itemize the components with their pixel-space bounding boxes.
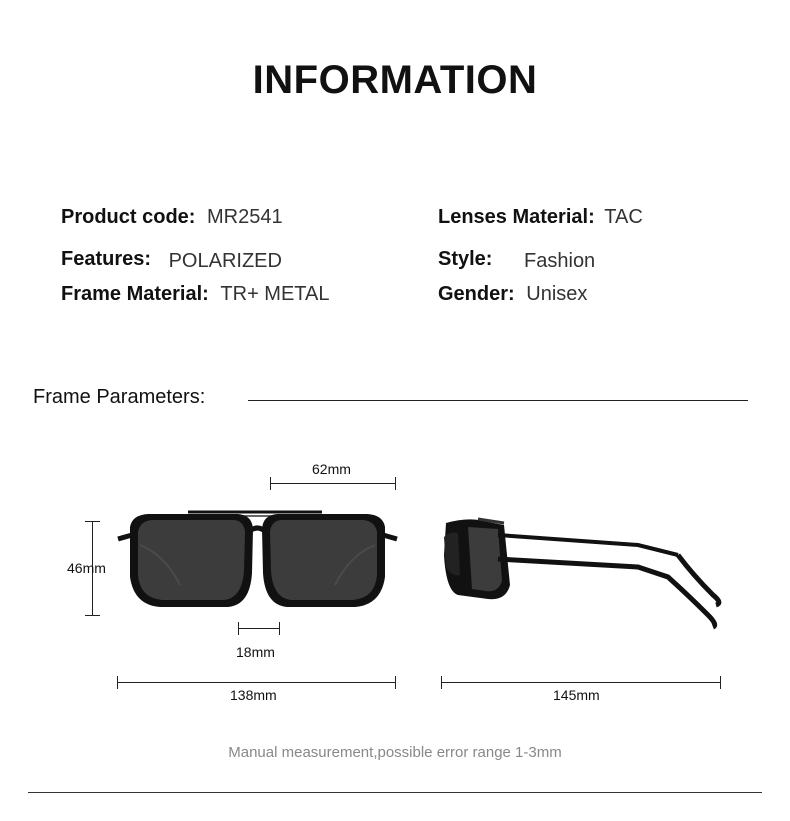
spec-gender bbox=[438, 283, 587, 306]
spec-label: Lenses Material: bbox=[438, 206, 595, 228]
spec-value: TAC bbox=[604, 206, 643, 228]
spec-value: TR+ METAL bbox=[220, 283, 330, 305]
lens-height-label: 46mm bbox=[67, 560, 106, 576]
frame-width-label: 138mm bbox=[230, 687, 277, 703]
frame-width-dimension-line bbox=[117, 682, 396, 683]
spec-label: Features: bbox=[61, 248, 152, 270]
spec-features bbox=[61, 248, 282, 271]
spec-label: Frame Material: bbox=[61, 283, 209, 305]
spec-label: Style: bbox=[438, 248, 493, 270]
divider bbox=[248, 400, 748, 401]
lens-width-dimension-line bbox=[270, 483, 396, 484]
spec-lenses-material bbox=[438, 206, 643, 229]
bottom-divider bbox=[28, 792, 762, 793]
bridge-width-label: 18mm bbox=[236, 644, 275, 660]
measurement-note: Manual measurement,possible error range 1-3mm bbox=[228, 744, 562, 761]
glasses-front-image bbox=[110, 505, 405, 615]
spec-label: Gender: bbox=[438, 283, 515, 305]
frame-parameters-label: Frame Parameters: bbox=[33, 386, 206, 408]
spec-value: Fashion bbox=[524, 250, 596, 272]
spec-value: Unisex bbox=[526, 283, 588, 305]
spec-frame-material bbox=[61, 283, 330, 306]
temple-length-dimension-line bbox=[441, 682, 721, 683]
lens-width-label: 62mm bbox=[312, 461, 351, 477]
page-title: INFORMATION bbox=[252, 58, 538, 102]
spec-value: POLARIZED bbox=[168, 250, 282, 272]
spec-style bbox=[438, 248, 595, 271]
temple-length-label: 145mm bbox=[553, 687, 600, 703]
spec-label: Product code: bbox=[61, 206, 196, 228]
spec-value: MR2541 bbox=[207, 206, 283, 228]
bridge-width-dimension-line bbox=[238, 628, 280, 629]
glasses-side-image bbox=[438, 515, 723, 630]
spec-product-code bbox=[61, 206, 283, 229]
